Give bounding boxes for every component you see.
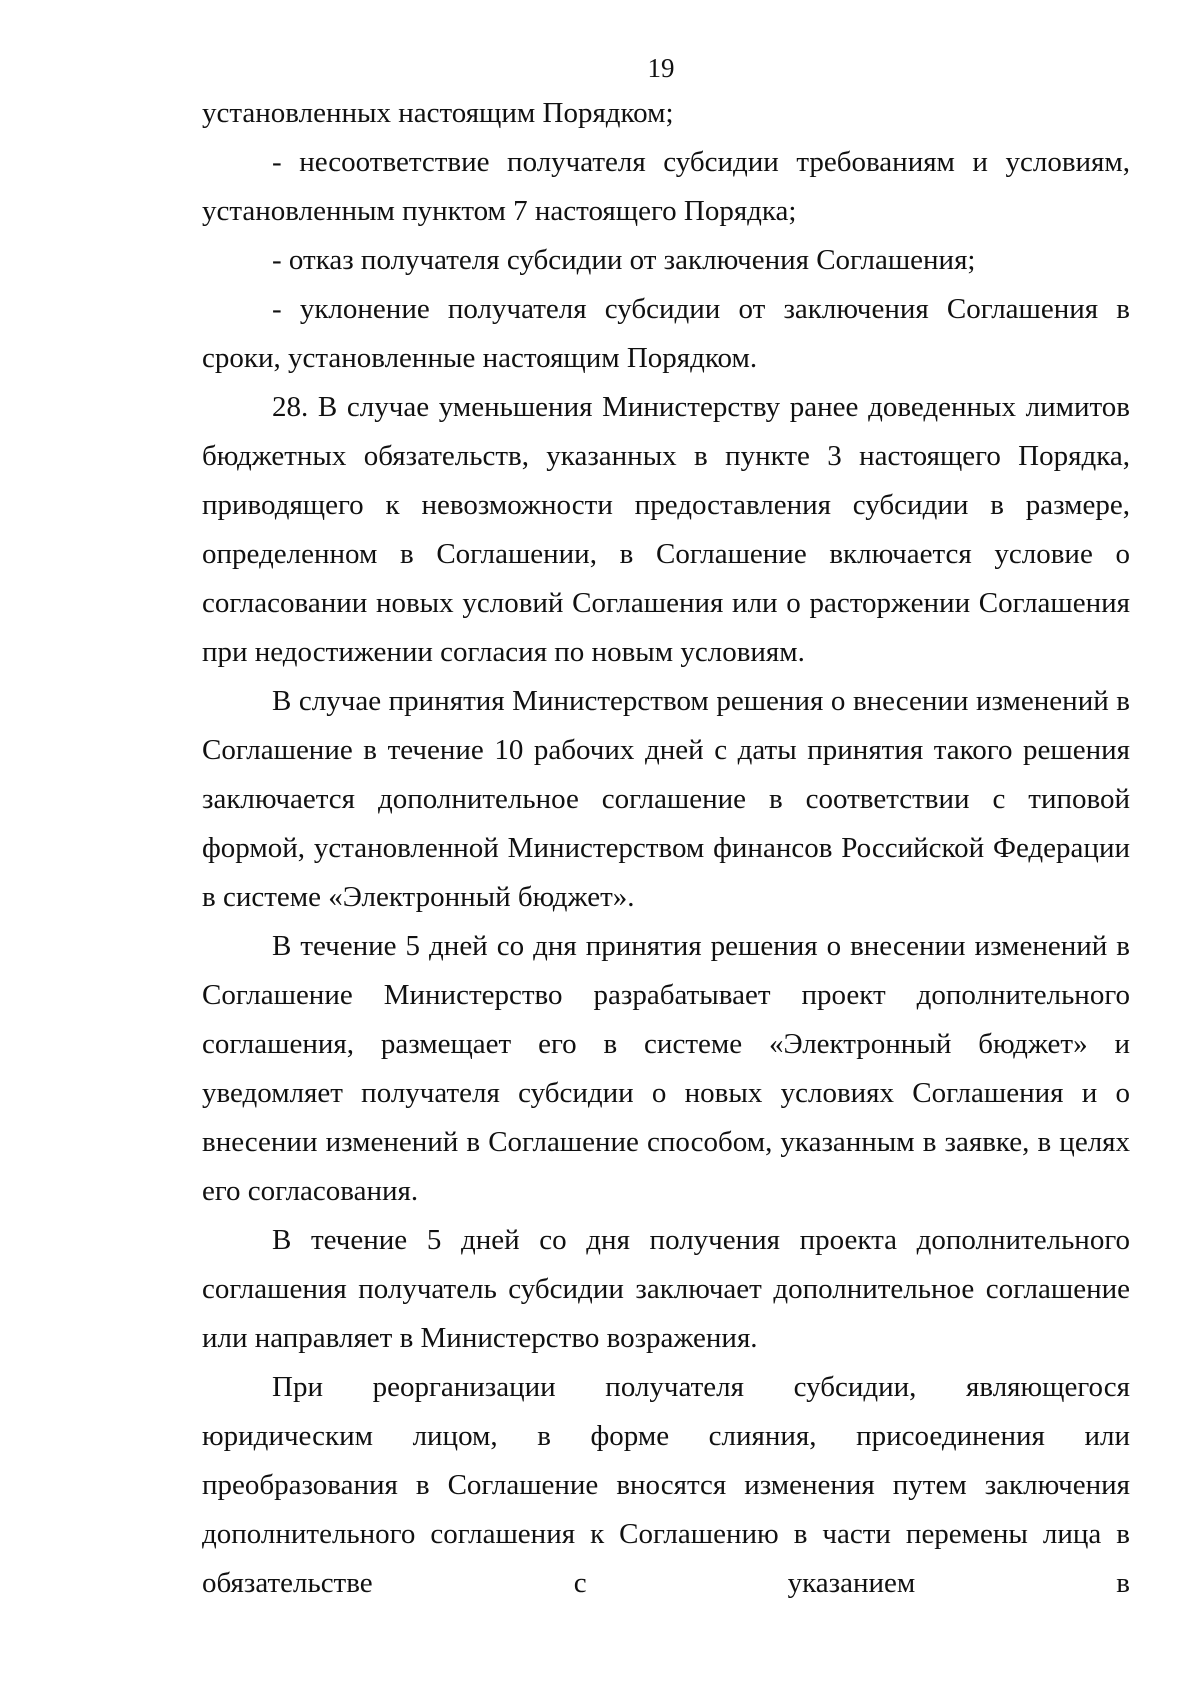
- paragraph-amendment-decision: В случае принятия Министерством решения о внесении изменений в Соглашение в течение 10 рабочих дней с даты принятия такого решения заключается дополнительное соглашение в соответствии с типовой формой, установленной Министерством финансов Российской Федерации в системе «Электронный бюджет».: [202, 685, 1130, 913]
- paragraph-continuation: установленных настоящим Порядком;: [202, 97, 674, 129]
- document-body: [202, 89, 1130, 1608]
- paragraph-reorganization: При реорганизации получателя субсидии, являющегося юридическим лицом, в форме слияния, присоединения или преобразования в Соглашение вносятся изменения путем заключения дополнительного соглашения к Соглашению в части перемены лица в обязательстве с указанием в: [202, 1371, 1130, 1599]
- paragraph-clause-28: 28. В случае уменьшения Министерству ранее доведенных лимитов бюджетных обязательств, указанных в пункте 3 настоящего Порядка, приводящего к невозможности предоставления субсидии в размере, определенном в Соглашении, в Соглашение включается условие о согласовании новых условий Соглашения или о расторжении Соглашения при недостижении согласия по новым условиям.: [202, 391, 1130, 668]
- page-number: 19: [647, 53, 675, 83]
- paragraph-ministry-draft: В течение 5 дней со дня принятия решения о внесении изменений в Соглашение Министерство разрабатывает проект дополнительного соглашения, размещает его в системе «Электронный бюджет» и уведомляет получателя субсидии о новых условиях Соглашения и о внесении изменений в Соглашение способом, указанным в заявке, в целях его согласования.: [202, 930, 1130, 1207]
- list-item-evasion: - уклонение получателя субсидии от заключения Соглашения в сроки, установленные настоящим Порядком.: [202, 293, 1130, 374]
- paragraph-recipient-response: В течение 5 дней со дня получения проекта дополнительного соглашения получатель субсидии заключает дополнительное соглашение или направляет в Министерство возражения.: [202, 1224, 1130, 1354]
- list-item-refusal: - отказ получателя субсидии от заключения Соглашения;: [272, 244, 976, 276]
- list-item-nonconformity: - несоответствие получателя субсидии требованиям и условиям, установленным пунктом 7 настоящего Порядка;: [202, 146, 1130, 227]
